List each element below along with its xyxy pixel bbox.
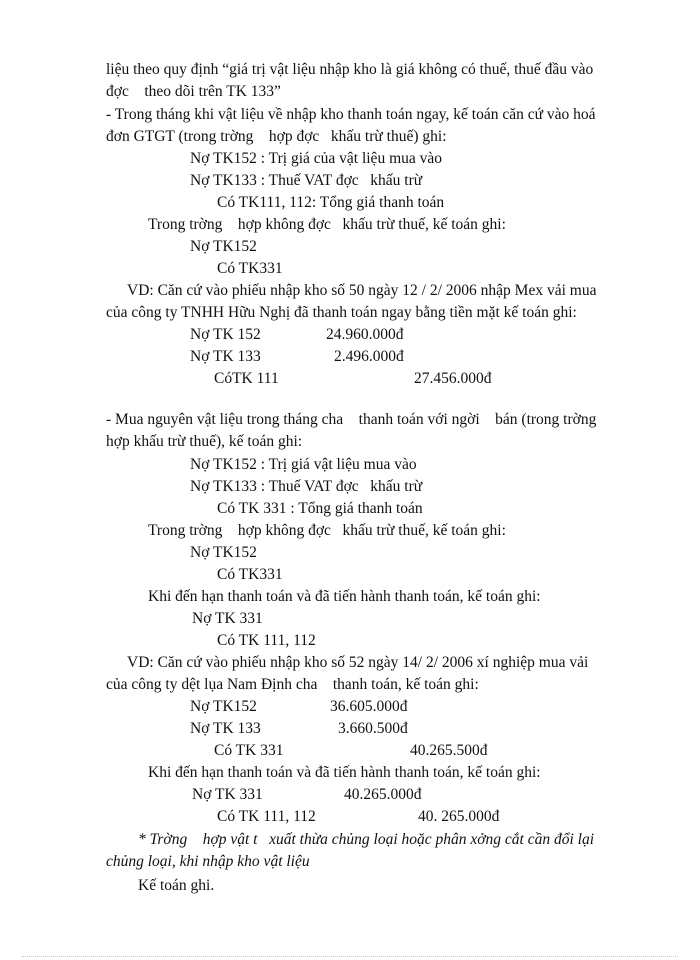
paragraph-line: Trong trờng hợp không đợc khấu trừ thuế, kế toán ghi: — [148, 522, 506, 539]
journal-entry-debit: Nợ TK133 : Thuế VAT đợc khấu trừ — [190, 478, 423, 495]
example-account: Nợ TK152 — [190, 698, 257, 715]
example-amount: 40. 265.000đ — [418, 808, 500, 825]
example-line: của công ty dệt lụa Nam Định cha thanh toán, kế toán ghi: — [106, 676, 479, 693]
example-amount: 3.660.500đ — [338, 720, 408, 737]
journal-entry-credit: Có TK111, 112: Tổng giá thanh toán — [217, 194, 445, 211]
example-amount: 36.605.000đ — [330, 698, 408, 715]
page-bottom-divider — [22, 956, 678, 957]
example-amount: 2.496.000đ — [334, 348, 404, 365]
example-account: Nợ TK 133 — [190, 348, 261, 365]
journal-entry-debit: Nợ TK 331 — [192, 610, 263, 627]
journal-entry-debit: Nợ TK152 : Trị giá của vật liệu mua vào — [190, 150, 443, 167]
example-amount: 27.456.000đ — [414, 370, 492, 387]
note-line: chủng loại, khi nhập kho vật liệu — [106, 853, 310, 870]
journal-entry-debit: Nợ TK152 — [190, 238, 257, 255]
paragraph-line: Khi đến hạn thanh toán và đã tiến hành thanh toán, kế toán ghi: — [148, 764, 541, 781]
example-account: Nợ TK 331 — [192, 786, 263, 803]
example-account: Có TK 331 — [214, 742, 284, 759]
journal-entry-credit: Có TK331 — [217, 566, 283, 583]
example-account: Có TK 111, 112 — [217, 808, 316, 825]
example-account: Nợ TK 152 — [190, 326, 261, 343]
paragraph-line: đợc theo dõi trên TK 133” — [106, 83, 281, 100]
journal-entry-credit: Có TK331 — [217, 260, 283, 277]
paragraph-line: - Trong tháng khi vật liệu về nhập kho thanh toán ngay, kế toán căn cứ vào hoá — [106, 106, 596, 123]
journal-entry-debit: Nợ TK152 — [190, 544, 257, 561]
example-line: VD: Căn cứ vào phiếu nhập kho số 50 ngày 12 / 2/ 2006 nhập Mex vải mua — [127, 282, 597, 299]
paragraph-line: Khi đến hạn thanh toán và đã tiến hành thanh toán, kế toán ghi: — [148, 588, 541, 605]
paragraph-line: hợp khấu trừ thuế), kế toán ghi: — [106, 433, 303, 450]
journal-entry-credit: Có TK 111, 112 — [217, 632, 316, 649]
example-amount: 24.960.000đ — [326, 326, 404, 343]
paragraph-line: Kế toán ghi. — [138, 877, 215, 894]
paragraph-line: Trong trờng hợp không đợc khấu trừ thuế, kế toán ghi: — [148, 216, 506, 233]
journal-entry-debit: Nợ TK152 : Trị giá vật liệu mua vào — [190, 456, 417, 473]
paragraph-line: - Mua nguyên vật liệu trong tháng cha thanh toán với ngời bán (trong trờng — [106, 411, 597, 428]
example-amount: 40.265.500đ — [410, 742, 488, 759]
journal-entry-debit: Nợ TK133 : Thuế VAT đợc khấu trừ — [190, 172, 423, 189]
note-line: * Trờng hợp vật t xuất thừa chủng loại hoặc phân xởng cắt cần đổi lại — [138, 831, 595, 848]
example-account: Nợ TK 133 — [190, 720, 261, 737]
example-account: CóTK 111 — [214, 370, 279, 387]
example-line: VD: Căn cứ vào phiếu nhập kho số 52 ngày 14/ 2/ 2006 xí nghiệp mua vải — [127, 654, 589, 671]
paragraph-line: liệu theo quy định “giá trị vật liệu nhập kho là giá không có thuế, thuế đầu vào — [106, 61, 594, 78]
paragraph-line: đơn GTGT (trong trờng hợp đợc khấu trừ thuế) ghi: — [106, 128, 447, 145]
example-amount: 40.265.000đ — [344, 786, 422, 803]
journal-entry-credit: Có TK 331 : Tổng giá thanh toán — [217, 500, 423, 517]
example-line: của công ty TNHH Hữu Nghị đã thanh toán ngay bằng tiền mặt kế toán ghi: — [106, 304, 577, 321]
